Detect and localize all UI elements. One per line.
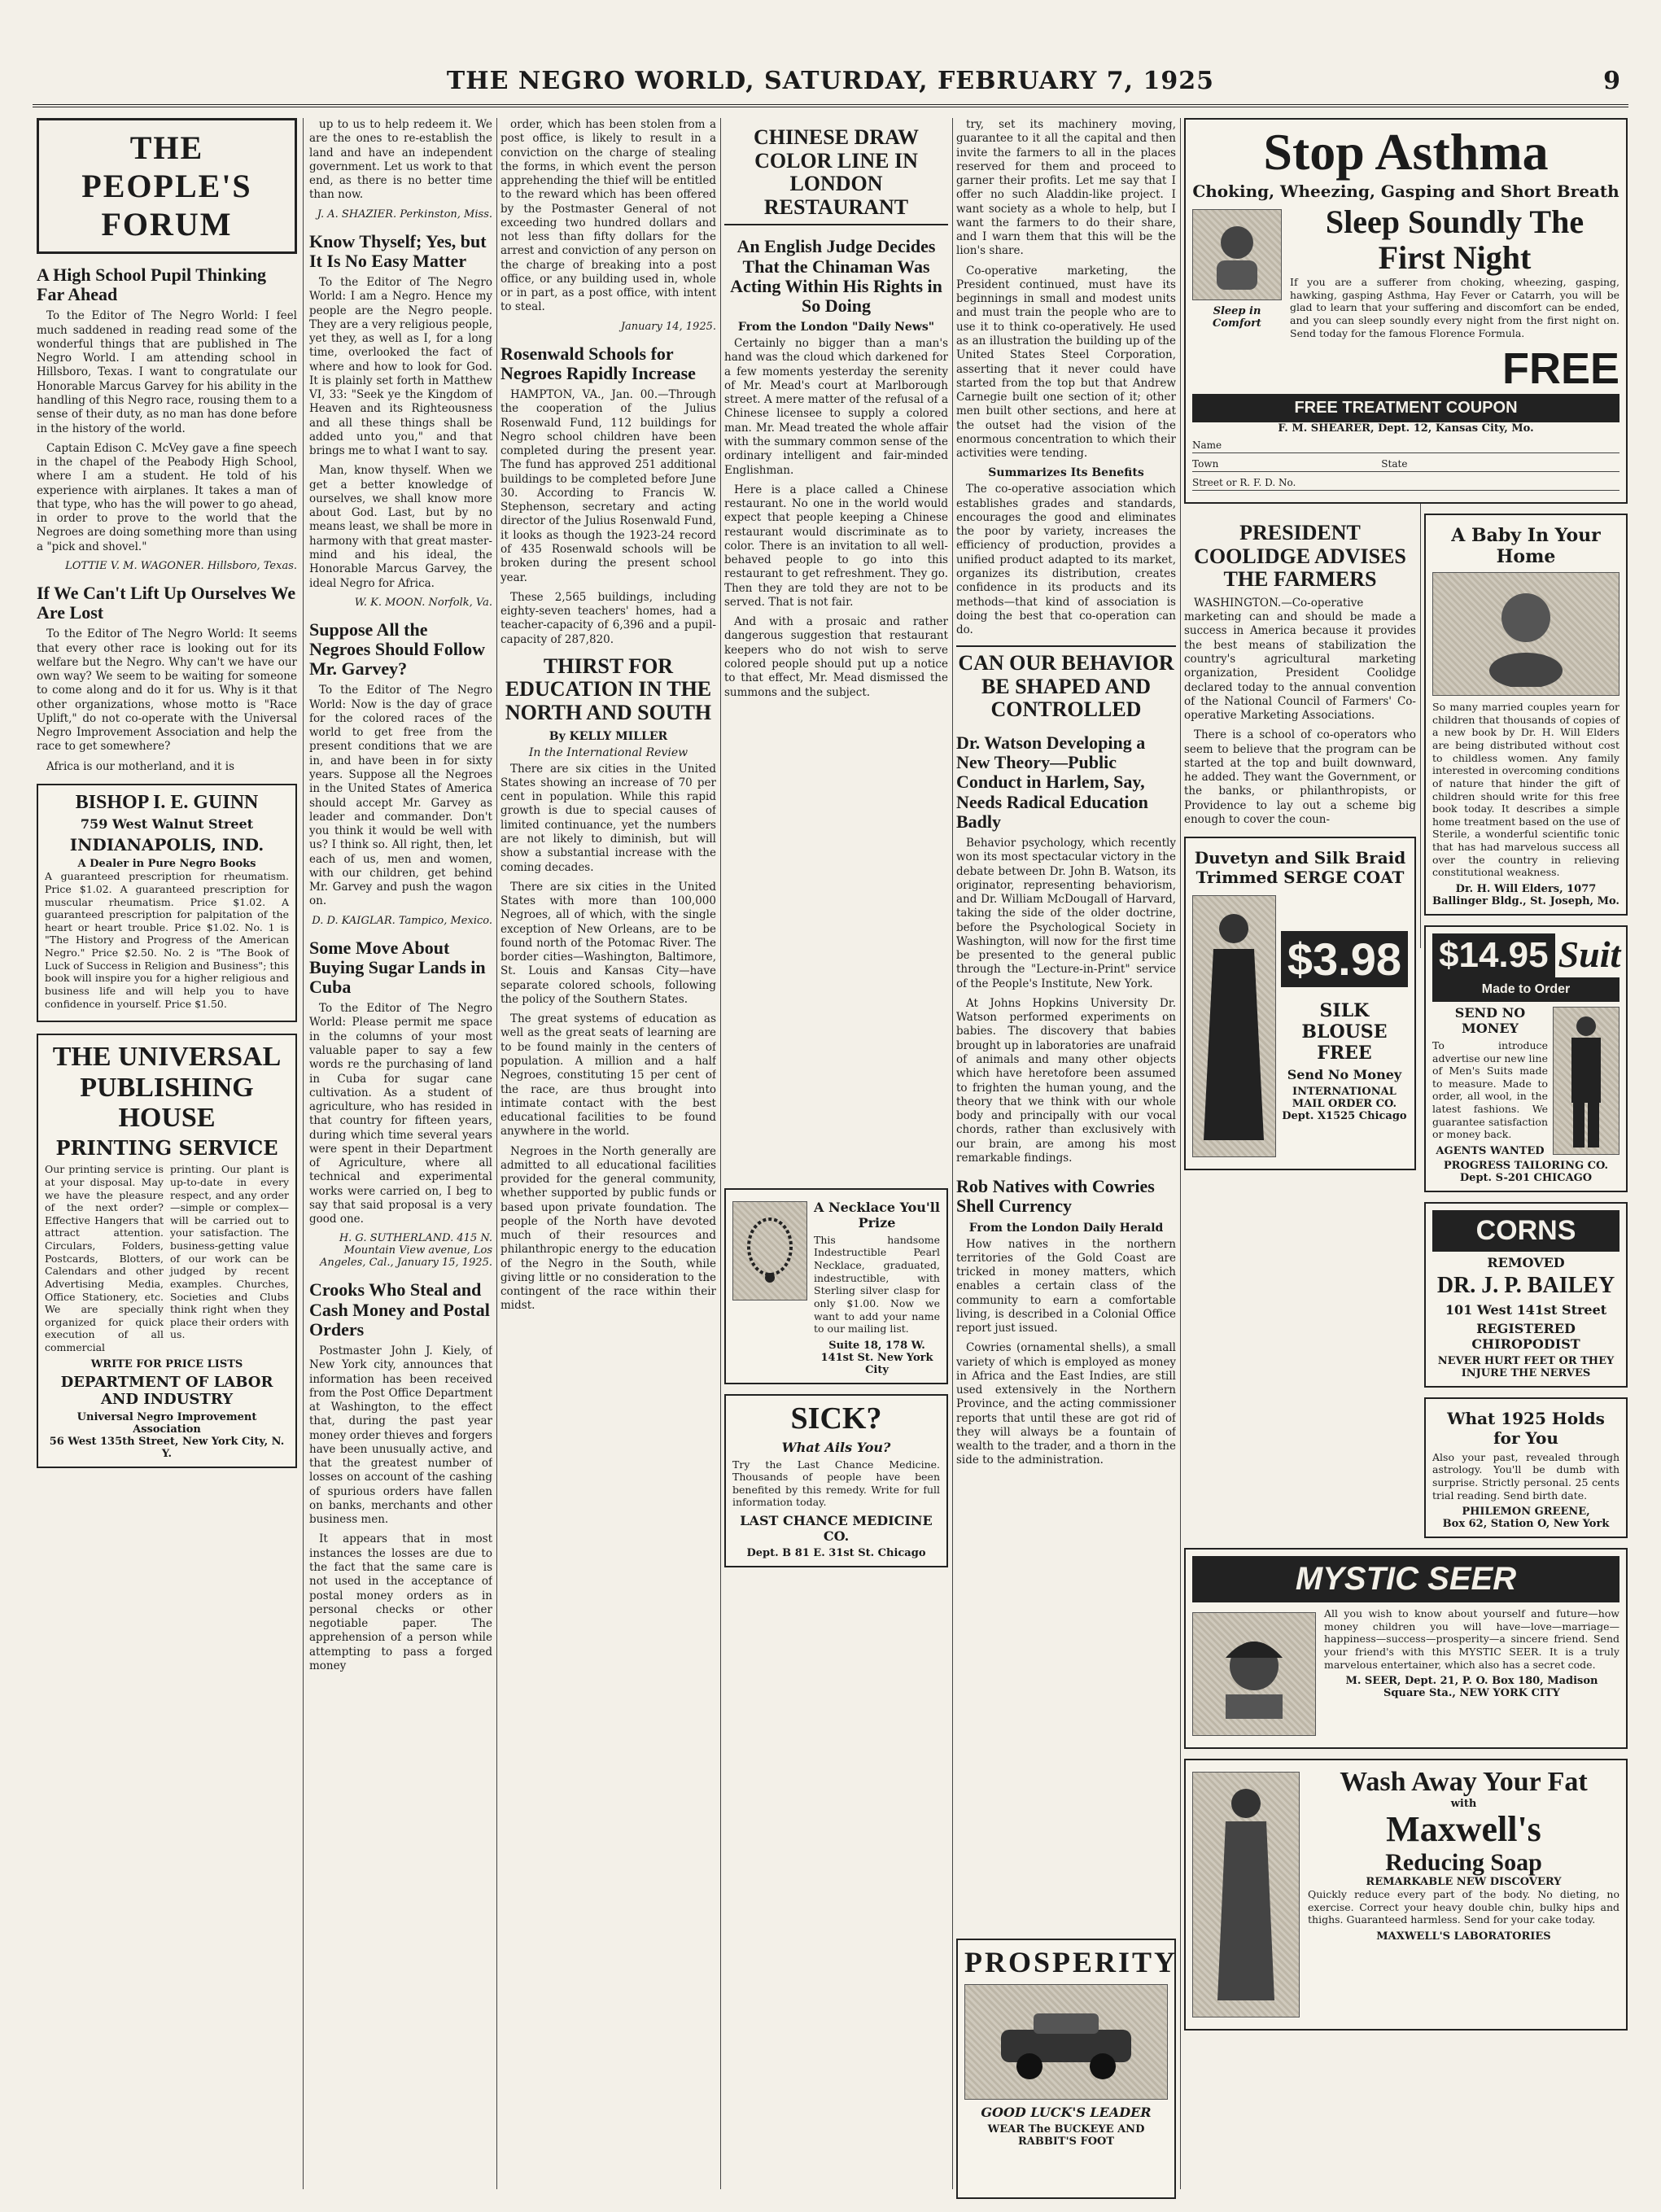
necklace-ad xyxy=(724,1188,948,1384)
coupon-header: FREE TREATMENT COUPON xyxy=(1192,394,1619,422)
ad-title: BISHOP I. E. GUINN xyxy=(75,791,259,813)
article-paragraph: It appears that in most instances the losses are due to the fact that the same care is not used in the acceptance of postal money orders as in personal checks or other negotiable paper. The apprehension of a person while attempting to pass a forged money xyxy=(309,1532,492,1672)
article-paragraph: up to us to help redeem it. We are the ones to re-establish the land and have an independent government. Let us work to that end, as there is no better time than now. xyxy=(309,118,492,202)
article-headline: THIRST FOR EDUCATION IN THE NORTH AND SOUTH xyxy=(505,654,712,725)
article-headline: Rob Natives with Cowries Shell Currency xyxy=(956,1176,1155,1217)
prosperity-ad xyxy=(956,1939,1176,2199)
ad-title: What 1925 Holds for You xyxy=(1447,1408,1605,1448)
field-label: Town xyxy=(1192,458,1219,470)
coat-woman-icon xyxy=(1192,895,1276,1157)
mystic-seer-ad xyxy=(1184,1548,1628,1749)
ad-free-label: FREE xyxy=(1501,344,1619,394)
article-paragraph: There are six cities in the United States with more than 100,000 Negroes, all of which, with the single exception of New Orleans, are to be found north of the Potomac River. The border cities—Washington, Baltimore, St. Louis and Kansas City—have separate colored schools, following the policy of the Southern States. xyxy=(500,880,716,1006)
coupon-street-field[interactable] xyxy=(1192,477,1619,491)
column-rule xyxy=(303,118,304,2189)
universal-publishing-ad xyxy=(37,1034,297,1468)
ad-body: A guaranteed prescription for rheumatism. Price $1.02. A guaranteed prescription for muscular rheumatism. Price $1.02. A guaranteed prescription for palpitation of the heart or heart trouble. Price $1.02. No. 1 is "The History and Progress of the American Negro." Price $2.50. No. 2 is "The Book of Luck of Success in Religion and Business"; this book will inspire you for a higher religious and business life and will help you to have confidence in yourself. Price $1.50. xyxy=(45,870,289,1010)
article-paragraph: There is a school of co-operators who seem to believe that the program can be started at the top and built downward, he added. They want the Government, or the banks, or philanthropists, or Providence to lay out a scheme big enough to cover the coun- xyxy=(1184,728,1416,826)
article-headline: Suppose All the Negroes Should Follow Mr. Garvey? xyxy=(309,619,485,680)
ad-title: SICK? xyxy=(790,1401,882,1436)
ad-role: REGISTERED CHIROPODIST xyxy=(1471,1320,1580,1352)
ad-body: All you wish to know about yourself and future—how money children you will have—love—marriage—happiness—success—prosperity—a sincere friend. Send your friend's with this MYSTIC SEER. It is a truly marvelous entertainer, which also has a secret code. xyxy=(1324,1607,1619,1671)
column-3 xyxy=(500,118,716,2189)
prosperity-car-icon xyxy=(964,1984,1168,2100)
article-paragraph: Here is a place called a Chinese restaurant. No one in the world would expect that people keeping a Chinese restaurant would discriminate as to color. There is an invitation to all well-behaved people to go into this restaurant to get refreshment. They go. Then they are told they are not to be served. That is not fair. xyxy=(724,483,948,609)
ad-address: M. SEER, Dept. 21, P. O. Box 180, Madison Square Sta., NEW YORK CITY xyxy=(1345,1675,1598,1700)
column-5 xyxy=(956,118,1176,2189)
ad-price: $14.95 xyxy=(1432,933,1555,977)
ad-title: A Baby In Your Home xyxy=(1451,525,1601,568)
ad-brand: Maxwell's xyxy=(1386,1808,1541,1849)
mystic-seer-portrait-icon xyxy=(1192,1612,1316,1736)
article-subheadline: Dr. Watson Developing a New Theory—Public Conduct in Harlem, Say, Needs Radical Education Badly xyxy=(956,732,1148,832)
article-source: In the International Review xyxy=(528,745,688,759)
ad-cta: WRITE FOR PRICE LISTS xyxy=(90,1357,243,1370)
asthma-ad xyxy=(1184,118,1628,504)
ad-body: To introduce advertise our new line of Men's Suits made to measure. Made to order, all wool, in the latest fashions. We guarantee satisfaction or money back. xyxy=(1432,1038,1548,1141)
article-paragraph: The great systems of education as well as the great seats of learning are to be found mainly in the centers of population. A million and a half Negroes, constituting 15 per cent of the race, are thus brought into intimate contact with the best educational facilities to be found anywhere in the world. xyxy=(500,1012,716,1139)
guinn-book-ad xyxy=(37,784,297,1022)
ad-address: 101 West 141st Street xyxy=(1445,1301,1607,1318)
ad-cta: Send No Money xyxy=(1287,1066,1402,1082)
article-paragraph: These 2,565 buildings, including eighty-seven teachers' homes, had a teacher-capacity of 6,396 and a pupil-capacity of 287,820. xyxy=(500,590,716,646)
ad-title: THE UNIVERSAL PUBLISHING HOUSE xyxy=(52,1042,282,1133)
ad-subtitle: Made to Order xyxy=(1432,977,1619,1002)
ad-title: MYSTIC SEER xyxy=(1192,1556,1619,1602)
ad-title: Wash Away Your Fat xyxy=(1340,1767,1588,1798)
ad-city: INDIANAPOLIS, IND. xyxy=(69,835,264,855)
ad-with: with xyxy=(1450,1797,1477,1810)
ad-subtitle: What Ails You? xyxy=(781,1439,891,1455)
image-caption: Sleep in Comfort xyxy=(1213,305,1261,330)
asthma-portrait-icon xyxy=(1192,209,1282,300)
ad-association: Universal Negro Improvement Association xyxy=(76,1410,257,1436)
ad-subtitle: Choking, Wheezing, Gasping and Short Breath xyxy=(1192,181,1619,201)
coupon-name-field[interactable] xyxy=(1192,439,1619,453)
article-paragraph: Negroes in the North generally are admitted to all educational facilities provided for the general community, whether supported by public funds or based upon private foundation. The people of the North have devoted much of their resources and philanthropic energy to the education of the Negro in the South, while giving little or no consideration to the contingent of the race within their midst. xyxy=(500,1144,716,1313)
ad-address: 759 West Walnut Street xyxy=(80,816,254,833)
article-paragraph: At Johns Hopkins University Dr. Watson performed experiments on babies. The discovery that babies brought up in laboratories are unafraid of animals and many other objects which have heretofore been assumed to frighten the human young, and the theory that we think with our whole body and principally with our vocal chords, rather than exclusively with our brain, are among his most remarkable findings. xyxy=(956,996,1176,1165)
article-paragraph: Africa is our motherland, and it is xyxy=(46,759,235,773)
masthead-title: THE NEGRO WORLD, SATURDAY, FEBRUARY 7, 1925 xyxy=(446,67,1215,95)
ad-cta: SEND NO MONEY xyxy=(1454,1004,1526,1036)
serge-coat-ad xyxy=(1184,837,1416,1170)
ad-company: LAST CHANCE MEDICINE CO. xyxy=(740,1513,933,1545)
article-headline: CAN OUR BEHAVIOR BE SHAPED AND CONTROLLED xyxy=(956,645,1176,722)
ad-company: INTERNATIONAL MAIL ORDER CO. xyxy=(1292,1085,1397,1110)
article-paragraph: Captain Edison C. McVey gave a fine speech in the chapel of the Peabody High School, where I am a student. He told of his experience with airplanes. It takes a man of that type, who has the will power to go ahead, in order to prove to the world that the Negroes are doing something more than using a "pick and shovel." xyxy=(37,441,297,553)
astrology-ad xyxy=(1424,1397,1628,1539)
ad-body: Try the Last Chance Medicine. Thousands of people have been benefited by this remedy. Write for full information today. xyxy=(732,1458,940,1509)
ad-body-right: printing. Our plant is up-to-date in every respect, and any order—simple or complex—will be carried out to your satisfaction. The business-getting value of our work can be judged by recent examples. Churches, Societies and Clubs think right when they place their orders with us. xyxy=(170,1163,289,1341)
ad-cta: WEAR The BUCKEYE AND RABBIT'S FOOT xyxy=(987,2122,1145,2148)
letter-signature: H. G. SUTHERLAND. 415 N. Mountain View avenue, Los Angeles, Cal., January 15, 1925. xyxy=(320,1232,492,1270)
article-paragraph: Postmaster John J. Kiely, of New York city, announces that information has been received from the Post Office Department at Washington, to the effect that, during the past year money order thieves and forgers have been unusually active, and that the greatest number of losses on account of the cashing of spurious orders have fallen on banks, merchants and other business men. xyxy=(309,1344,492,1527)
necklace-icon xyxy=(732,1201,807,1301)
column-rule xyxy=(720,118,721,2189)
suit-ad xyxy=(1424,925,1628,1192)
article-headline: Know Thyself; Yes, but It Is No Easy Matter xyxy=(309,230,487,271)
ad-product: Reducing Soap xyxy=(1385,1848,1542,1876)
article-paragraph: try, set its machinery moving, guarantee to it all the capital and then invite the farmers to all in the places reserved for them and proceed to garner their profits. Let me say that I offer no such Aladdin-like project. I want society as a whole to help, but I want the farmers to do their share, and I warn them that this will be the lion's share. xyxy=(956,118,1176,258)
column-rule xyxy=(1180,118,1181,2189)
ad-company: PROGRESS TAILORING CO. xyxy=(1443,1159,1609,1172)
article-subheadline: An English Judge Decides That the Chinaman Was Acting Within His Rights in So Doing xyxy=(730,236,942,316)
ad-body: This handsome Indestructible Pearl Necklace, graduated, indestructible, with Sterling silver clasp for only $1.00. Now we want to add your name to our mailing list. xyxy=(814,1233,940,1336)
ad-headline: Sleep Soundly The First Night xyxy=(1325,203,1585,276)
ad-address: Dr. H. Will Elders, 1077 Ballinger Bldg., St. Joseph, Mo. xyxy=(1432,882,1619,907)
ad-body: So many married couples yearn for children that thousands of copies of a new book by Dr. H. Will Elders are being distributed without cost to childless women. Any family interested in overcoming conditions of nature that hinder the gift of children should write for this free book today. It describes a simple home treatment based on the use of Sterile, a wonderful scientific tonic that has had marvelous success all over the country in relieving constitutional weakness. xyxy=(1432,701,1619,879)
article-headline: CHINESE DRAW COLOR LINE IN LONDON RESTAURANT xyxy=(724,126,948,225)
ad-body: If you are a sufferer from choking, wheezing, gasping, hawking, gasping Asthma, Hay Fever or Catarrh, you will be glad to learn that your suffering and discomfort can be ended, and you can sleep soundly every night from the first night on. Send today for the famous Florence Formula. xyxy=(1290,276,1619,339)
page-number: 9 xyxy=(1603,67,1620,95)
ad-price: $3.98 xyxy=(1281,931,1408,987)
article-paragraph: To the Editor of The Negro World: I am a Negro. Hence my people are the Negro people. They are a very religious people, yet they, as well as I, for a long time, overlooked the fact of where and how to look for God. It is plainly set forth in Matthew VI, 33: "Seek ye the Kingdom of Heaven and its Righteousness and all these things shall be added unto you," and that brings me to what I want to say. xyxy=(309,275,492,458)
article-date: January 14, 1925. xyxy=(620,320,716,333)
ad-doctor-name: DR. J. P. BAILEY xyxy=(1436,1272,1615,1298)
field-label: State xyxy=(1381,458,1408,470)
ad-address: Suite 18, 178 W. 141st St. New York City xyxy=(820,1339,933,1376)
article-paragraph: Man, know thyself. When we get a better knowledge of ourselves, we shall know more about God. Last, but by no means least, we shall be more in harmony with that great master-mind and his ideal, the Honorable Marcus Garvey, the ideal Negro for Africa. xyxy=(309,464,492,590)
letter-signature: J. A. SHAZIER. Perkinston, Miss. xyxy=(317,208,492,221)
article-paragraph: HAMPTON, VA., Jan. 00.—Through the cooperation of the Julius Rosenwald Fund, 112 buildings for Negro school children have been completed during the present year. The fund has approved 251 additional buildings to be completed before June 30. According to Francis W. Stephenson, secretary and acting director of the Julius Rosenwald Fund, it looks as though the 1923-24 record of 435 Rosenwald schools will be broken during the present school year. xyxy=(500,388,716,584)
ad-address: Dept. B 81 E. 31st St. Chicago xyxy=(746,1547,926,1560)
article-source: From the London Daily Herald xyxy=(968,1221,1164,1235)
article-headline: Crooks Who Steal and Cash Money and Postal Orders xyxy=(309,1279,490,1340)
ad-title: Stop Asthma xyxy=(1263,123,1549,181)
article-paragraph: How natives in the northern territories of the Gold Coast are tricked in money matters, which enables a certain class of the community to earn a comfortable living, is described in a Colonial Office report just issued. xyxy=(956,1237,1176,1336)
masthead xyxy=(33,63,1628,107)
ad-subtitle: A Dealer in Pure Negro Books xyxy=(77,858,256,871)
ad-body: Also your past, revealed through astrology. You'll be dumb with surprise. Strictly personal. 25 cents trial reading. Send birth date. xyxy=(1432,1450,1619,1502)
reducing-soap-ad xyxy=(1184,1759,1628,2031)
peoples-forum-header: THE PEOPLE'S FORUM xyxy=(37,118,297,254)
column-1 xyxy=(37,118,297,2189)
corns-ad xyxy=(1424,1202,1628,1388)
article-paragraph: Behavior psychology, which recently won its most spectacular victory in the debate between Dr. John B. Watson, its originator, representing behaviorism, and Dr. William McDougall of Harvard, taking the side of the older doctrine, before the Psychological Society in Washington, will now for the first time be presented to the general public through the "Lecture-in-Print" service of the People's Institute, New York. xyxy=(956,837,1176,990)
article-headline: If We Can't Lift Up Ourselves We Are Lost xyxy=(37,582,296,623)
ad-title: CORNS xyxy=(1432,1210,1619,1252)
ad-title: Duvetyn and Silk Braid Trimmed SERGE COAT xyxy=(1194,848,1406,888)
article-headline: Rosenwald Schools for Negroes Rapidly Increase xyxy=(500,343,696,383)
ad-title: A Necklace You'll Prize xyxy=(814,1199,940,1231)
ad-address: Dept. S-201 CHICAGO xyxy=(1459,1171,1593,1184)
article-paragraph: Certainly no bigger than a man's hand was the cloud which darkened for a few moments yesterday the serenity of Mr. Mead's court at Marlborough street. A mere matter of the refusal of a Chinese licensee to supply a colored man. Mr. Mead treated the whole affair with the summary common sense of the ordinary intelligent and fair-minded Englishman. xyxy=(724,337,948,477)
baby-portrait-icon xyxy=(1432,572,1619,696)
field-label: Name xyxy=(1192,439,1222,452)
article-paragraph: To the Editor of The Negro World: Now is the day of grace for the colored races of the world to get free from the present conditions that we are in, and have been in for sixty years. Suppose all the Negroes in the United States of America should accept Mr. Garvey as leader and commander. Don't you think it would be well with us? I think so. All right, then, let each of us, men and women, with our children, get behind Mr. Garvey and push the wagon on. xyxy=(309,684,492,908)
coupon-town-field[interactable] xyxy=(1192,458,1619,472)
ad-address: Dept. X1525 Chicago xyxy=(1282,1109,1407,1122)
ad-free-label: SILK BLOUSE FREE xyxy=(1301,999,1388,1064)
ad-address: 56 West 135th Street, New York City, N. Y. xyxy=(49,1435,285,1460)
ad-subtitle: GOOD LUCK'S LEADER xyxy=(981,2104,1152,2120)
field-label: Street or R. F. D. No. xyxy=(1192,477,1296,489)
article-paragraph: Cowries (ornamental shells), a small variety of which is employed as money in Africa and the East Indies, are still used extensively in the Northern Province, and the acting commissioner reports that until these are got rid of they will always be a fountain of wealth to the trader, and a thorn in the side to the administration. xyxy=(956,1341,1176,1467)
article-paragraph: Co-operative marketing, the President continued, must have its beginnings in small and modest units and must train the people who are to use it to think co-operatively. He used as an illustration the building up of the United States Steel Corporation, asserting that it never could have started from the top but that Andrew Carnegie built one section of it; other men built other sections, and here at the outset had the vision of the enormous concentration to which their activities were tending. xyxy=(956,264,1176,461)
column-rule xyxy=(952,118,953,2189)
article-source: From the London "Daily News" xyxy=(737,321,935,334)
sick-medicine-ad xyxy=(724,1394,948,1567)
baby-ad xyxy=(1424,514,1628,916)
ad-tagline: REMARKABLE NEW DISCOVERY xyxy=(1366,1875,1562,1888)
ad-body: Quickly reduce every part of the body. No dieting, no exercise. Correct your heavy double chin, bulky hips and thighs. Guaranteed harmless. Send for your cake today. xyxy=(1308,1887,1619,1926)
ad-body-left: Our printing service is at your disposal. May we have the pleasure of the next order? Effective Hangers that attract attention. Circulars, Folders, Postcards, Blotters, Calendars and other Advertising Media, Office Stationery, etc. We are specially organized for quick execution of all commercial xyxy=(45,1163,164,1354)
article-paragraph: To the Editor of The Negro World: Please permit me space in the columns of your most valuable paper to say a few words re the purchasing of land in Cuba for sugar cane cultivation. As a student of agriculture, who has resided in that country for fifteen years, during which time several years were spent in their Department of Agriculture, where all technical and experimental works were carried on, I beg to say that said proposal is a very good one. xyxy=(309,1002,492,1226)
letter-signature: W. K. MOON. Norfolk, Va. xyxy=(354,596,492,609)
column-4 xyxy=(724,118,948,2189)
article-paragraph: There are six cities in the United States showing an increase of 70 per cent in population. While this rapid growth is due to special causes of limited continuance, yet the numbers are not likely to diminish, but will show a substantial increase with the coming decades. xyxy=(500,762,716,874)
article-paragraph: And with a prosaic and rather dangerous suggestion that restaurant keepers who do not wish to serve colored people should put up a notice to that effect, Mr. Mead dismissed the summons and the subject. xyxy=(724,615,948,699)
letter-signature: LOTTIE V. M. WAGONER. Hillsboro, Texas. xyxy=(65,559,297,572)
article-paragraph: To the Editor of The Negro World: It seems that every other race is looking out for its welfare but the Negro. Why can't we have our own way? We seem to be waiting for someone to come along and do it for us. Why is it that other organizations, whose motto is "Race Uplift," do not co-operate with the Universal Negro Improvement Association and help the race to get somewhere? xyxy=(37,627,297,754)
article-headline: Some Move About Buying Sugar Lands in Cuba xyxy=(309,937,486,997)
article-paragraph: The co-operative association which establishes grades and standards, encourages the good and eliminates the poor by variety, increases the efficiency of production, provides a unified product adapted to its market, organizes its distribution, creates confidence in its products and its methods—that kind of association is doing the best that co-operation can do. xyxy=(956,483,1176,637)
article-byline: By KELLY MILLER xyxy=(549,729,668,743)
reducing-woman-icon xyxy=(1192,1772,1300,2017)
ad-address: F. M. SHEARER, Dept. 12, Kansas City, Mo. xyxy=(1278,422,1534,435)
ad-department: DEPARTMENT OF LABOR AND INDUSTRY xyxy=(60,1373,273,1408)
ad-subtitle: REMOVED xyxy=(1487,1254,1565,1270)
ad-title: Suit xyxy=(1558,933,1621,975)
article-paragraph: order, which has been stolen from a post office, is likely to result in a conviction on the charge of stealing the forms, in which event the person apprehending the thief will be entitled to the reward which has been offered by the Postmaster General of not exceeding two hundred dollars and not less than fifty dollars for the arrest and conviction of any person on the charge of breaking into a post office, or any building used in, whole or in part, as a post office, with intent to steal. xyxy=(500,118,716,314)
article-subhead: Summarizes Its Benefits xyxy=(988,466,1144,480)
letter-signature: D. D. KAIGLAR. Tampico, Mexico. xyxy=(312,914,492,927)
article-headline: A High School Pupil Thinking Far Ahead xyxy=(37,264,267,305)
ad-tagline: NEVER HURT FEET OR THEY INJURE THE NERVES xyxy=(1437,1354,1615,1379)
article-headline: PRESIDENT COOLIDGE ADVISES THE FARMERS xyxy=(1194,521,1406,592)
ad-name: PHILEMON GREENE, xyxy=(1462,1506,1590,1519)
column-6 xyxy=(1184,118,1628,2189)
article-paragraph: To the Editor of The Negro World: I feel much saddened in reading read some of the wonderful things that are published in The Negro World. I am attending school in Hillsboro, Texas. I want to congratulate our Honorable Marcus Garvey for his ability in the handling of this Negro race, rousing them to a sense of their duty, as no man has done before in the history of the world. xyxy=(37,309,297,435)
ad-agents: AGENTS WANTED xyxy=(1436,1144,1545,1157)
article-paragraph: WASHINGTON.—Co-operative marketing can and should be made a success in America because it provides the best means of stabilization the country's agricultural marketing organization, President Coolidge declared today to the annual convention of the National Council of Farmers' Co-operative Marketing Associations. xyxy=(1184,596,1416,723)
ad-subtitle: PRINTING SERVICE xyxy=(55,1136,278,1161)
ad-company: MAXWELL'S LABORATORIES xyxy=(1376,1930,1551,1943)
column-2 xyxy=(309,118,492,2189)
ad-title: PROSPERITY xyxy=(964,1946,1178,1978)
suit-man-icon xyxy=(1553,1007,1619,1155)
column-rule xyxy=(496,118,497,2189)
ad-address: Box 62, Station O, New York xyxy=(1442,1518,1610,1531)
